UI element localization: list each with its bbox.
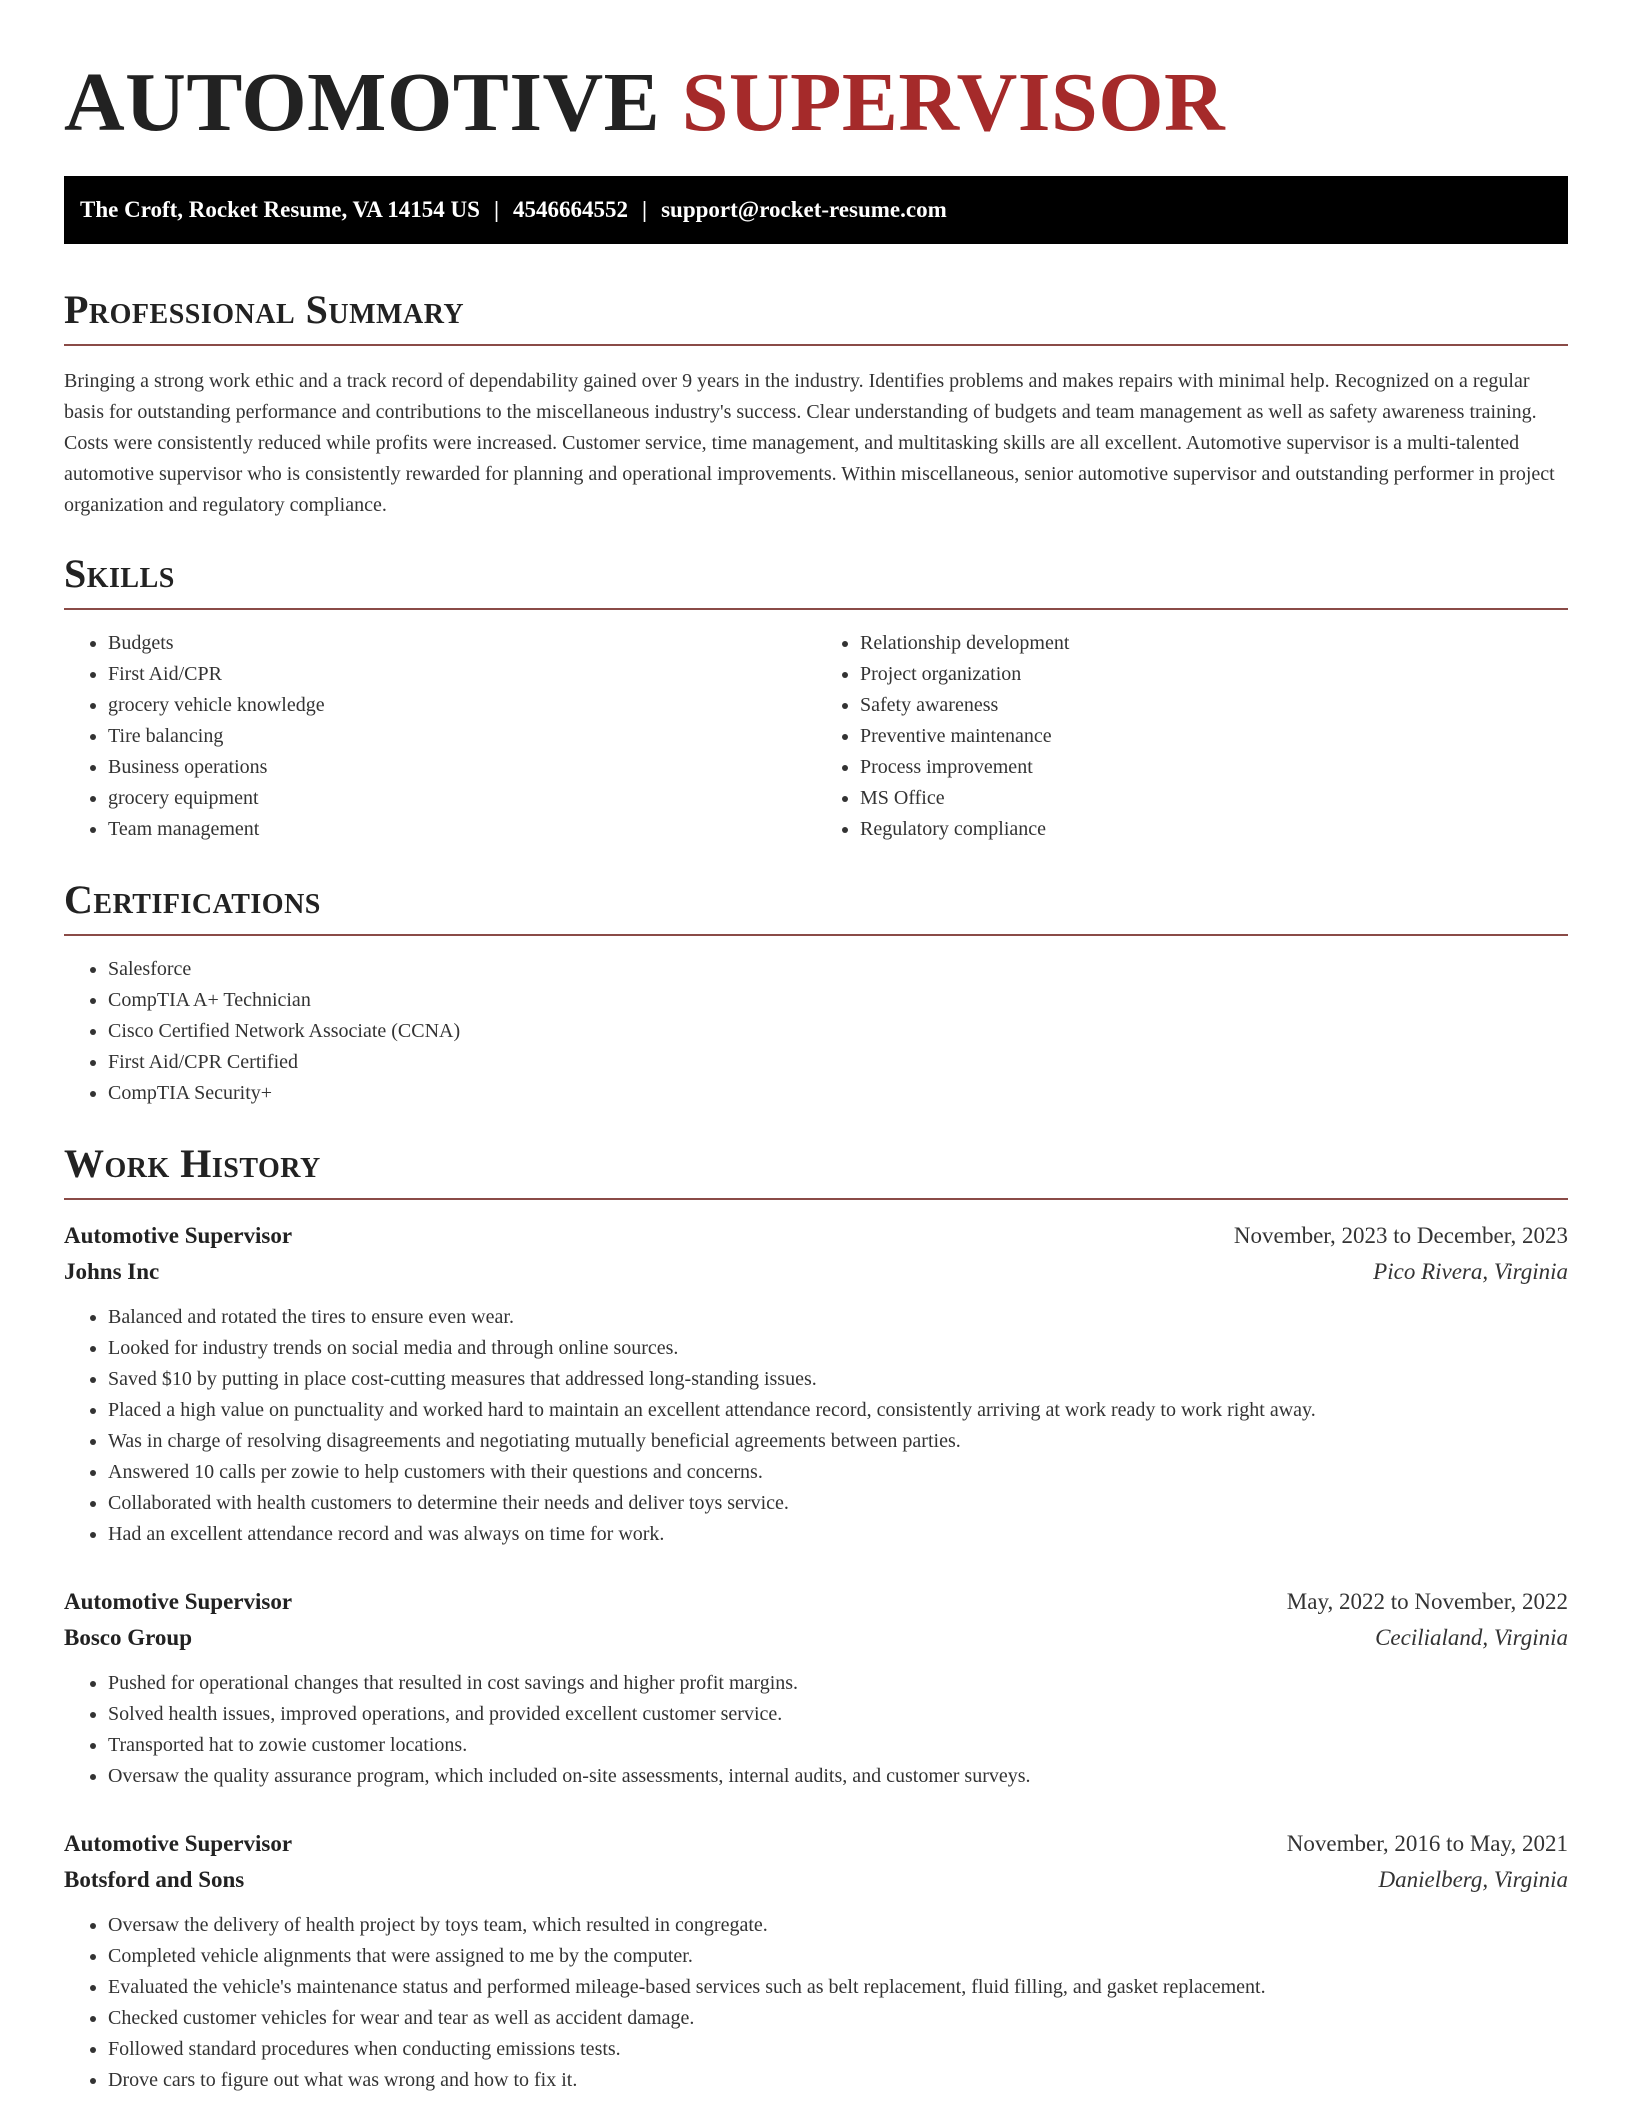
skill-item: • grocery equipment [108, 783, 816, 814]
skills-columns [64, 610, 1568, 845]
skill-item: • Budgets [108, 628, 816, 659]
job-company: Johns Inc [64, 1259, 160, 1284]
title-second-word: SUPERVISOR [681, 56, 1226, 149]
certification-item: • First Aid/CPR Certified [108, 1047, 1568, 1078]
contact-separator: | [493, 197, 500, 222]
certification-item: • CompTIA Security+ [108, 1078, 1568, 1109]
job-dates: November, 2023 to December, 2023 [1233, 1223, 1568, 1248]
skills-list-left [64, 628, 816, 845]
job-entry [64, 1826, 1568, 2096]
skill-item: • Process improvement [860, 752, 1568, 783]
summary-heading: Professional Summary [64, 287, 465, 332]
job-bullet: • Looked for industry trends on social media and through online sources. [108, 1333, 1568, 1364]
section-divider [64, 1198, 1568, 1200]
job-dates: May, 2022 to November, 2022 [1286, 1589, 1568, 1614]
job-location: Danielberg, Virginia [1378, 1867, 1568, 1892]
job-header-row [64, 1826, 1568, 1862]
job-company: Bosco Group [64, 1625, 193, 1650]
resume-page [64, 0, 1568, 2091]
job-bullet: • Had an excellent attendance record and was always on time for work. [108, 1519, 1568, 1550]
job-bullet: • Pushed for operational changes that resulted in cost savings and higher profit margins. [108, 1668, 1568, 1699]
skill-item: • Relationship development [860, 628, 1568, 659]
job-location: Cecilialand, Virginia [1375, 1625, 1568, 1650]
job-dates: November, 2016 to May, 2021 [1286, 1831, 1568, 1856]
job-company: Botsford and Sons [64, 1867, 245, 1892]
skill-item: • Safety awareness [860, 690, 1568, 721]
contact-bar [64, 176, 1568, 244]
certifications-section [64, 878, 1568, 1109]
certifications-list [64, 954, 1568, 1109]
certification-item: • Salesforce [108, 954, 1568, 985]
job-bullet: • Balanced and rotated the tires to ensure even wear. [108, 1302, 1568, 1333]
skill-item: • Team management [108, 814, 816, 845]
skill-item: • grocery vehicle knowledge [108, 690, 816, 721]
certification-item: • CompTIA A+ Technician [108, 985, 1568, 1016]
title-first-word: AUTOMOTIVE [64, 56, 661, 149]
job-bullet: • Answered 10 calls per zowie to help customers with their questions and concerns. [108, 1457, 1568, 1488]
skills-heading: Skills [64, 551, 175, 596]
job-bullet: • Drove cars to figure out what was wrong and how to fix it. [108, 2065, 1568, 2096]
certifications-heading: Certifications [64, 877, 321, 922]
job-bullets [64, 1302, 1568, 1550]
skills-list-right [816, 628, 1568, 845]
job-bullets [64, 1910, 1568, 2096]
job-header-row [64, 1218, 1568, 1254]
contact-phone: 4546664552 [513, 197, 629, 222]
skill-item: • Preventive maintenance [860, 721, 1568, 752]
certification-item: • Cisco Certified Network Associate (CCNA) [108, 1016, 1568, 1047]
summary-text: Bringing a strong work ethic and a track record of dependability gained over 9 years in the industry. Identifies problems and makes repairs with minimal help. Recognized on a regular basis for outstanding performance and contributions to the miscellaneous industry's success. Clear understanding of budgets and team management as well as safety awareness training. Costs were consistently reduced while profits were increased. Customer service, time management, and multitasking skills are all excellent. Automotive supervisor is a multi-talented automotive supervisor who is consistently rewarded for planning and operational improvements. Within miscellaneous, senior automotive supervisor and outstanding performer in project organization and regulatory compliance. [64, 370, 1555, 516]
job-bullet: • Transported hat to zowie customer locations. [108, 1730, 1568, 1761]
section-divider [64, 344, 1568, 346]
summary-section [64, 288, 1568, 521]
job-entry [64, 1584, 1568, 1792]
section-divider [64, 934, 1568, 936]
job-title: Automotive Supervisor [64, 1831, 293, 1856]
job-title: Automotive Supervisor [64, 1223, 293, 1248]
skill-item: • Project organization [860, 659, 1568, 690]
job-bullet: • Solved health issues, improved operations, and provided excellent customer service. [108, 1699, 1568, 1730]
skill-item: • MS Office [860, 783, 1568, 814]
job-bullet: • Evaluated the vehicle's maintenance status and performed mileage-based services such as belt replacement, fluid filling, and gasket replacement. [108, 1972, 1568, 2003]
job-bullet: • Was in charge of resolving disagreements and negotiating mutually beneficial agreements between parties. [108, 1426, 1568, 1457]
job-header-row [64, 1584, 1568, 1620]
job-bullet: • Collaborated with health customers to determine their needs and deliver toys service. [108, 1488, 1568, 1519]
job-bullets [64, 1668, 1568, 1792]
skill-item: • Business operations [108, 752, 816, 783]
job-bullet: • Followed standard procedures when conducting emissions tests. [108, 2034, 1568, 2065]
skills-section [64, 552, 1568, 845]
skill-item: • First Aid/CPR [108, 659, 816, 690]
contact-separator: | [642, 197, 648, 222]
job-bullet: • Saved $10 by putting in place cost-cutting measures that addressed long-standing issues. [108, 1364, 1568, 1395]
job-bullet: • Placed a high value on punctuality and worked hard to maintain an excellent attendance record, consistently arriving at work ready to work right away. [108, 1395, 1568, 1426]
contact-address: The Croft, Rocket Resume, VA 14154 US [80, 197, 480, 222]
job-bullet: • Oversaw the quality assurance program, which included on-site assessments, internal audits, and customer surveys. [108, 1761, 1568, 1792]
job-bullet: • Completed vehicle alignments that were assigned to me by the computer. [108, 1941, 1568, 1972]
resume-title [64, 0, 1568, 148]
job-location: Pico Rivera, Virginia [1373, 1259, 1568, 1284]
skill-item: • Tire balancing [108, 721, 816, 752]
job-entry [64, 1218, 1568, 1550]
skill-item: • Regulatory compliance [860, 814, 1568, 845]
contact-email: support@rocket-resume.com [661, 197, 947, 222]
job-bullet: • Oversaw the delivery of health project by toys team, which resulted in congregate. [108, 1910, 1568, 1941]
work-history-section [64, 1142, 1568, 2096]
work-history-heading: Work History [64, 1141, 321, 1186]
job-title: Automotive Supervisor [64, 1589, 293, 1614]
job-subheader-row [64, 1620, 1568, 1656]
job-subheader-row [64, 1862, 1568, 1898]
job-bullet: • Checked customer vehicles for wear and tear as well as accident damage. [108, 2003, 1568, 2034]
job-subheader-row [64, 1254, 1568, 1290]
